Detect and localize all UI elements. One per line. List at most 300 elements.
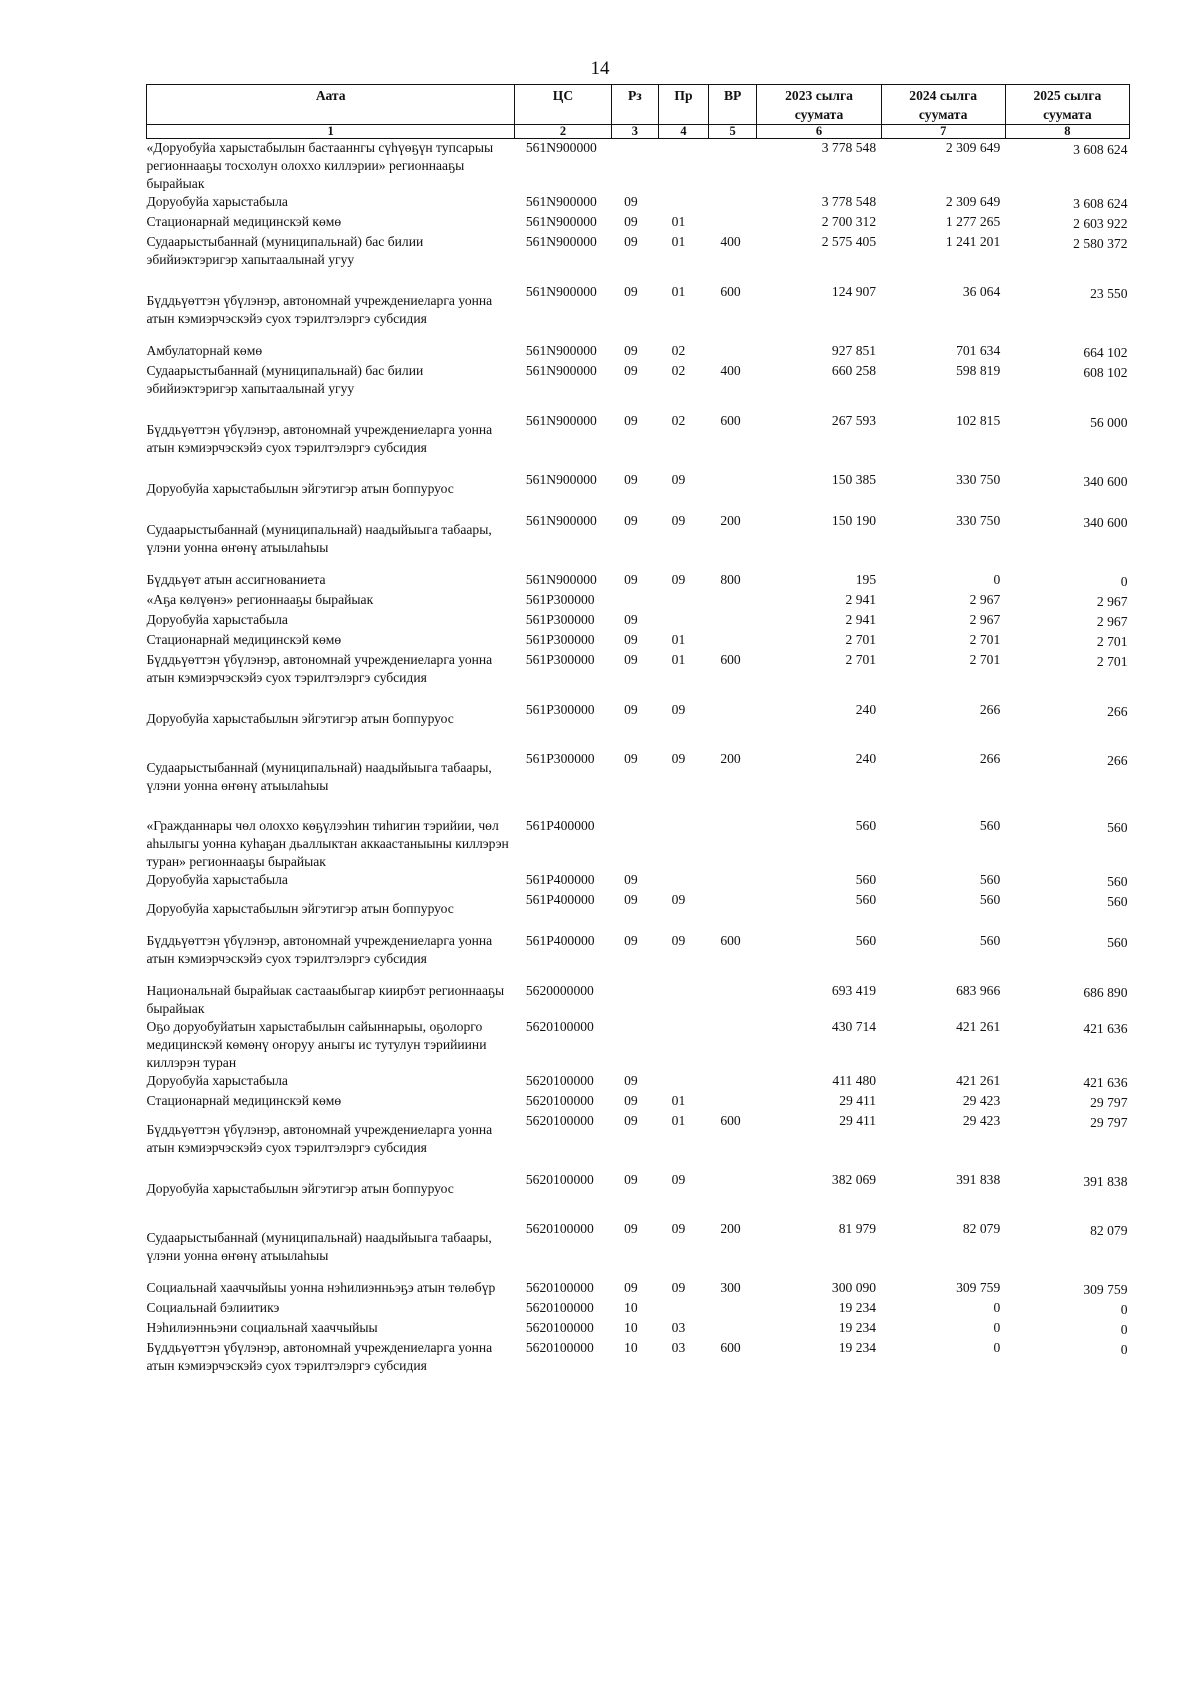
cs-code-cell: 5620100000 [525,1172,594,1187]
amount-2025-cell: 560 [1107,894,1128,909]
amount-2023-cell: 660 258 [831,363,877,378]
amount-2023-cell: 693 419 [831,983,877,998]
vr-code-cell [708,631,757,651]
amount-2023-cell: 19 234 [838,1320,877,1335]
amount-2023-cell: 430 714 [831,1019,877,1034]
row-name-cell: Бүддьүөттэн үбүлэнэр, автономнай учреждениеларга уонна атын кэмиэрчэскэйэ суох тэрилтэлэргэ субсидия [146,293,493,326]
table-row [147,891,1130,932]
amount-2025-cell: 560 [1107,935,1128,950]
amount-2023-cell: 240 [855,702,877,717]
table-row [147,1279,1130,1299]
amount-2024-cell: 2 309 649 [945,194,1001,209]
amount-2025-cell: 391 838 [1083,1174,1128,1189]
cs-code-cell: 561N900000 [525,194,597,209]
pr-code-cell: 01 [671,1113,686,1128]
pr-code-cell: 09 [671,892,686,907]
amount-2025-cell: 2 967 [1096,594,1128,609]
cs-code-cell: 561N900000 [525,140,597,155]
rz-code-cell: 09 [624,343,638,358]
table-row [147,342,1130,362]
row-name-cell: Бүддьүөттэн үбүлэнэр, автономнай учреждениеларга уонна атын кэмиэрчэскэйэ суох тэрилтэлэргэ субсидия [146,422,493,455]
amount-2023-cell: 29 411 [839,1093,877,1108]
amount-2024-cell: 2 967 [969,612,1001,627]
cs-code-cell: 561P300000 [525,702,595,717]
rz-code-cell [611,591,659,611]
cs-code-cell: 561N900000 [525,472,597,487]
amount-2023-cell: 19 234 [838,1340,877,1355]
table-row [147,1171,1130,1220]
pr-code-cell [659,871,709,891]
pr-code-cell: 01 [671,1093,686,1108]
vr-code-cell: 200 [720,513,741,528]
table-row [147,1018,1130,1072]
amount-2025-cell: 2 701 [1096,634,1128,649]
amount-2025-cell: 29 797 [1090,1095,1128,1110]
table-row [147,817,1130,871]
pr-code-cell: 02 [671,343,686,358]
column-number: 7 [881,125,1005,139]
pr-code-cell [659,982,709,1018]
row-name-cell: Амбулаторнай көмө [146,343,263,358]
table-row [147,932,1130,982]
amount-2024-cell: 0 [993,1320,1001,1335]
rz-code-cell: 09 [624,933,638,948]
amount-2023-cell: 300 090 [831,1280,877,1295]
cs-code-cell: 5620100000 [525,1073,594,1088]
cs-code-cell: 561P300000 [525,751,595,766]
table-row [147,1299,1130,1319]
table-row [147,982,1130,1018]
row-name-cell: Доруобуйа харыстабылын эйгэтигэр атын боппуруос [146,1181,454,1196]
row-name-cell: Бүддьүөттэн үбүлэнэр, автономнай учреждениеларга уонна атын кэмиэрчэскэйэ суох тэрилтэлэргэ субсидия [146,1122,493,1155]
rz-code-cell: 10 [624,1320,638,1335]
amount-2024-cell: 29 423 [962,1093,1001,1108]
amount-2023-cell: 150 190 [831,513,877,528]
vr-code-cell: 600 [720,413,741,428]
amount-2023-cell: 2 701 [845,632,877,647]
row-name-cell: «Гражданнары чөл олоххо көҕүлээһин тиһигин тэрийии, чөл аһылыгы уонна куһаҕан дьаллыктан аккаастаныыны киллэрэн туран» регионнааҕы бырайыак [146,818,509,869]
amount-2025-cell: 664 102 [1083,345,1128,360]
vr-code-cell: 400 [720,363,741,378]
rz-code-cell: 09 [624,234,638,249]
amount-2023-cell: 2 941 [845,592,877,607]
row-name-cell: Бүддьүөттэн үбүлэнэр, автономнай учреждениеларга уонна атын кэмиэрчэскэйэ суох тэрилтэлэргэ субсидия [146,652,493,685]
amount-2024-cell: 330 750 [956,472,1001,487]
rz-code-cell: 09 [624,892,638,907]
vr-code-cell [708,471,757,512]
amount-2024-cell: 1 241 201 [945,234,1001,249]
cs-code-cell: 561N900000 [525,214,597,229]
vr-code-cell [708,1018,757,1072]
table-row [147,213,1130,233]
vr-code-cell [708,1092,757,1112]
column-number: 3 [611,125,659,139]
cs-code-cell: 5620100000 [525,1093,594,1108]
amount-2025-cell: 0 [1120,1342,1128,1357]
pr-code-cell: 02 [671,363,686,378]
pr-code-cell [659,1072,709,1092]
table-row [147,571,1130,591]
rz-code-cell: 09 [624,513,638,528]
amount-2023-cell: 411 480 [832,1073,877,1088]
amount-2025-cell: 266 [1107,753,1128,768]
row-name-cell: «Аҕа көлүөнэ» регионнааҕы бырайыак [146,592,374,607]
row-name-cell: Стационарнай медицинскэй көмө [146,214,342,229]
pr-code-cell: 01 [671,214,686,229]
vr-code-cell [708,701,757,750]
cs-code-cell: 561N900000 [525,572,597,587]
amount-2025-cell: 340 600 [1083,515,1128,530]
table-row [147,471,1130,512]
vr-code-cell [708,871,757,891]
table-row [147,591,1130,611]
pr-code-cell: 09 [671,1221,686,1236]
amount-2023-cell: 81 979 [838,1221,877,1236]
vr-code-cell [708,591,757,611]
amount-2024-cell: 1 277 265 [945,214,1001,229]
pr-code-cell: 09 [671,751,686,766]
amount-2024-cell: 82 079 [962,1221,1001,1236]
rz-code-cell: 09 [624,572,638,587]
header-row [147,85,1130,125]
column-number: 8 [1005,125,1129,139]
amount-2024-cell: 330 750 [956,513,1001,528]
amount-2024-cell: 391 838 [956,1172,1001,1187]
amount-2024-cell: 0 [993,1300,1001,1315]
rz-code-cell: 09 [624,214,638,229]
amount-2025-cell: 0 [1120,574,1128,589]
amount-2024-cell: 266 [979,751,1001,766]
amount-2023-cell: 19 234 [838,1300,877,1315]
table-row [147,701,1130,750]
vr-code-cell [708,1171,757,1220]
amount-2025-cell: 2 580 372 [1073,236,1128,251]
amount-2023-cell: 560 [855,892,877,907]
row-name-cell: Стационарнай медицинскэй көмө [146,632,342,647]
amount-2023-cell: 124 907 [831,284,877,299]
table-row [147,1220,1130,1279]
pr-code-cell: 01 [671,234,686,249]
vr-code-cell: 200 [720,1221,741,1236]
rz-code-cell: 09 [624,652,638,667]
amount-2024-cell: 560 [979,892,1001,907]
amount-2024-cell: 309 759 [956,1280,1001,1295]
pr-code-cell: 09 [671,933,686,948]
rz-code-cell: 09 [624,413,638,428]
row-name-cell: Бүддьүөттэн үбүлэнэр, автономнай учреждениеларга уонна атын кэмиэрчэскэйэ суох тэрилтэлэргэ субсидия [146,1340,493,1373]
amount-2023-cell: 3 778 548 [821,194,877,209]
amount-2025-cell: 421 636 [1083,1021,1128,1036]
rz-code-cell: 09 [624,872,638,887]
vr-code-cell [708,611,757,631]
vr-code-cell [708,342,757,362]
table-row [147,193,1130,213]
amount-2023-cell: 2 575 405 [821,234,877,249]
table-row [147,871,1130,891]
amount-2024-cell: 683 966 [956,983,1001,998]
rz-code-cell: 09 [624,632,638,647]
column-number-row [147,125,1130,139]
amount-2023-cell: 2 941 [845,612,877,627]
rz-code-cell [611,1018,659,1072]
rz-code-cell [611,139,659,194]
cs-code-cell: 561N900000 [525,234,597,249]
row-name-cell: Судаарыстыбаннай (муниципальнай) наадыйыыга табаары, үлэни уонна өҥөнү атыылаһыы [146,760,492,793]
row-name-cell: Стационарнай медицинскэй көмө [146,1093,342,1108]
rz-code-cell: 09 [624,1280,638,1295]
page-number: 14 [590,58,610,79]
vr-code-cell [708,139,757,194]
cs-code-cell: 561N900000 [525,413,597,428]
amount-2025-cell: 340 600 [1083,474,1128,489]
pr-code-cell: 01 [671,632,686,647]
cs-code-cell: 561P300000 [525,652,595,667]
table-row [147,512,1130,571]
row-name-cell: Социальнай бэлиитикэ [146,1300,280,1315]
amount-2023-cell: 2 700 312 [821,214,877,229]
amount-2025-cell: 0 [1120,1302,1128,1317]
rz-code-cell: 09 [624,284,638,299]
amount-2023-cell: 195 [855,572,877,587]
table-row [147,750,1130,817]
row-name-cell: Бүддьүөт атын ассигнованиета [146,572,326,587]
row-name-cell: Доруобуйа харыстабыла [146,612,288,627]
table-row [147,611,1130,631]
amount-2024-cell: 421 261 [956,1073,1001,1088]
vr-code-cell: 600 [720,652,741,667]
cs-code-cell: 5620100000 [525,1300,594,1315]
cs-code-cell: 561P400000 [525,872,595,887]
cs-code-cell: 5620100000 [525,1221,594,1236]
cs-code-cell: 5620100000 [525,1340,594,1355]
amount-2025-cell: 23 550 [1090,286,1128,301]
pr-code-cell: 01 [671,284,686,299]
budget-table [146,84,1130,1375]
row-name-cell: Национальнай бырайыак састааыбыгар киирбэт регионнааҕы бырайыак [146,983,505,1016]
cs-code-cell: 5620100000 [525,1280,594,1295]
row-name-cell: Социальнай хааччыйыы уонна нэһилиэнньэҕэ атын төлөбүр [146,1280,496,1295]
rz-code-cell: 09 [624,1073,638,1088]
vr-code-cell [708,1072,757,1092]
header-vr: ВР [708,85,757,125]
table-row [147,1339,1130,1375]
column-number: 6 [757,125,881,139]
column-number: 4 [659,125,709,139]
cs-code-cell: 561P400000 [525,818,595,833]
amount-2025-cell: 560 [1107,820,1128,835]
vr-code-cell [708,891,757,932]
rz-code-cell: 10 [624,1340,638,1355]
cs-code-cell: 561P400000 [525,892,595,907]
amount-2025-cell: 560 [1107,874,1128,889]
vr-code-cell [708,1299,757,1319]
table-row [147,631,1130,651]
amount-2023-cell: 240 [855,751,877,766]
amount-2023-cell: 3 778 548 [821,140,877,155]
table-row [147,139,1130,194]
cs-code-cell: 5620100000 [525,1019,594,1034]
amount-2025-cell: 2 967 [1096,614,1128,629]
rz-code-cell [611,982,659,1018]
vr-code-cell [708,213,757,233]
amount-2025-cell: 56 000 [1090,415,1128,430]
amount-2023-cell: 560 [855,933,877,948]
amount-2024-cell: 560 [979,818,1001,833]
pr-code-cell [659,193,709,213]
amount-2023-cell: 2 701 [845,652,877,667]
table-row [147,651,1130,701]
pr-code-cell: 09 [671,572,686,587]
vr-code-cell: 400 [720,234,741,249]
cs-code-cell: 561P300000 [525,632,595,647]
pr-code-cell [659,611,709,631]
amount-2024-cell: 0 [993,1340,1001,1355]
amount-2025-cell: 608 102 [1083,365,1128,380]
table-row [147,1092,1130,1112]
vr-code-cell: 600 [720,1113,741,1128]
amount-2025-cell: 2 603 922 [1073,216,1128,231]
rz-code-cell: 09 [624,612,638,627]
row-name-cell: Судаарыстыбаннай (муниципальнай) бас билии эбийиэктэригэр хапытаалынай угуу [146,234,424,267]
table-row [147,362,1130,412]
header-2023: 2023 сылга суумата [757,85,881,125]
row-name-cell: Нэһилиэнньэни социальнай хааччыйыы [146,1320,378,1335]
rz-code-cell: 10 [624,1300,638,1315]
amount-2025-cell: 2 701 [1096,654,1128,669]
amount-2024-cell: 102 815 [956,413,1001,428]
rz-code-cell: 09 [624,751,638,766]
rz-code-cell: 09 [624,363,638,378]
row-name-cell: Судаарыстыбаннай (муниципальнай) наадыйыыга табаары, үлэни уонна өҥөнү атыылаһыы [146,1230,492,1263]
table-row [147,1319,1130,1339]
cs-code-cell: 561P300000 [525,612,595,627]
pr-code-cell: 03 [671,1320,686,1335]
row-name-cell: Судаарыстыбаннай (муниципальнай) бас билии эбийиэктэригэр хапытаалынай угуу [146,363,424,396]
amount-2025-cell: 421 636 [1083,1075,1128,1090]
amount-2025-cell: 3 608 624 [1073,142,1128,157]
cs-code-cell: 561N900000 [525,363,597,378]
table-row [147,283,1130,342]
pr-code-cell [659,1018,709,1072]
row-name-cell: Доруобуйа харыстабылын эйгэтигэр атын боппуруос [146,711,454,726]
row-name-cell: Доруобуйа харыстабыла [146,194,288,209]
vr-code-cell: 600 [720,1340,741,1355]
row-name-cell: Бүддьүөттэн үбүлэнэр, автономнай учреждениеларга уонна атын кэмиэрчэскэйэ суох тэрилтэлэргэ субсидия [146,933,493,966]
pr-code-cell: 09 [671,702,686,717]
amount-2024-cell: 701 634 [956,343,1001,358]
amount-2023-cell: 29 411 [839,1113,877,1128]
vr-code-cell [708,817,757,871]
pr-code-cell [659,139,709,194]
amount-2025-cell: 0 [1120,1322,1128,1337]
column-number: 5 [708,125,757,139]
vr-code-cell: 600 [720,933,741,948]
row-name-cell: Оҕо доруобуйатын харыстабылын сайыннарыы, оҕолорго медицинскэй көмөнү оҥоруу аныгы ис тутулун тэрийиини киллэрэн туран [146,1019,487,1070]
pr-code-cell: 09 [671,1280,686,1295]
rz-code-cell: 09 [624,1172,638,1187]
pr-code-cell: 09 [671,472,686,487]
amount-2024-cell: 2 309 649 [945,140,1001,155]
amount-2024-cell: 2 967 [969,592,1001,607]
row-name-cell: Судаарыстыбаннай (муниципальнай) наадыйыыга табаары, үлэни уонна өҥөнү атыылаһыы [146,522,492,555]
pr-code-cell: 09 [671,1172,686,1187]
pr-code-cell [659,591,709,611]
table-row [147,412,1130,471]
vr-code-cell: 200 [720,751,741,766]
cs-code-cell: 561P400000 [525,933,595,948]
rz-code-cell: 09 [624,472,638,487]
column-number: 2 [515,125,611,139]
rz-code-cell: 09 [624,194,638,209]
pr-code-cell [659,817,709,871]
row-name-cell: Доруобуйа харыстабылын эйгэтигэр атын боппуруос [146,901,454,916]
row-name-cell: Доруобуйа харыстабылын эйгэтигэр атын боппуруос [146,481,454,496]
amount-2024-cell: 266 [979,702,1001,717]
amount-2024-cell: 421 261 [956,1019,1001,1034]
pr-code-cell: 02 [671,413,686,428]
row-name-cell: Доруобуйа харыстабыла [146,872,288,887]
amount-2025-cell: 309 759 [1083,1282,1128,1297]
amount-2025-cell: 29 797 [1090,1115,1128,1130]
rz-code-cell: 09 [624,1221,638,1236]
cs-code-cell: 561N900000 [525,513,597,528]
amount-2023-cell: 267 593 [831,413,877,428]
header-2025: 2025 сылга суумата [1005,85,1129,125]
cs-code-cell: 5620100000 [525,1113,594,1128]
pr-code-cell: 01 [671,652,686,667]
pr-code-cell: 09 [671,513,686,528]
amount-2025-cell: 82 079 [1090,1223,1128,1238]
rz-code-cell: 09 [624,1113,638,1128]
header-pr: Пр [659,85,709,125]
amount-2023-cell: 927 851 [831,343,877,358]
column-number: 1 [147,125,515,139]
header-2024: 2024 сылга суумата [881,85,1005,125]
cs-code-cell: 561P300000 [525,592,595,607]
rz-code-cell [611,817,659,871]
header-rz: Рз [611,85,659,125]
amount-2024-cell: 560 [979,872,1001,887]
amount-2024-cell: 29 423 [962,1113,1001,1128]
table-body [147,139,1130,1376]
amount-2024-cell: 36 064 [962,284,1001,299]
vr-code-cell [708,193,757,213]
amount-2024-cell: 560 [979,933,1001,948]
amount-2023-cell: 382 069 [831,1172,877,1187]
table-row [147,233,1130,283]
row-name-cell: Доруобуйа харыстабыла [146,1073,288,1088]
vr-code-cell: 600 [720,284,741,299]
rz-code-cell: 09 [624,1093,638,1108]
cs-code-cell: 561N900000 [525,284,597,299]
header-name: Аата [147,85,515,125]
row-name-cell: «Доруобуйа харыстабылын бастааннгы сүһүөҕүн тупсарыы регионнааҕы тосхолун олоххо киллэрии» регионнааҕы бырайыак [146,140,494,191]
amount-2023-cell: 150 385 [831,472,877,487]
amount-2023-cell: 560 [855,818,877,833]
amount-2024-cell: 0 [993,572,1001,587]
amount-2024-cell: 598 819 [956,363,1001,378]
pr-code-cell [659,1299,709,1319]
amount-2025-cell: 266 [1107,704,1128,719]
vr-code-cell: 800 [720,572,741,587]
rz-code-cell: 09 [624,702,638,717]
amount-2025-cell: 686 890 [1083,985,1128,1000]
amount-2024-cell: 2 701 [969,652,1001,667]
pr-code-cell: 03 [671,1340,686,1355]
vr-code-cell: 300 [720,1280,741,1295]
cs-code-cell: 5620100000 [525,1320,594,1335]
amount-2023-cell: 560 [855,872,877,887]
